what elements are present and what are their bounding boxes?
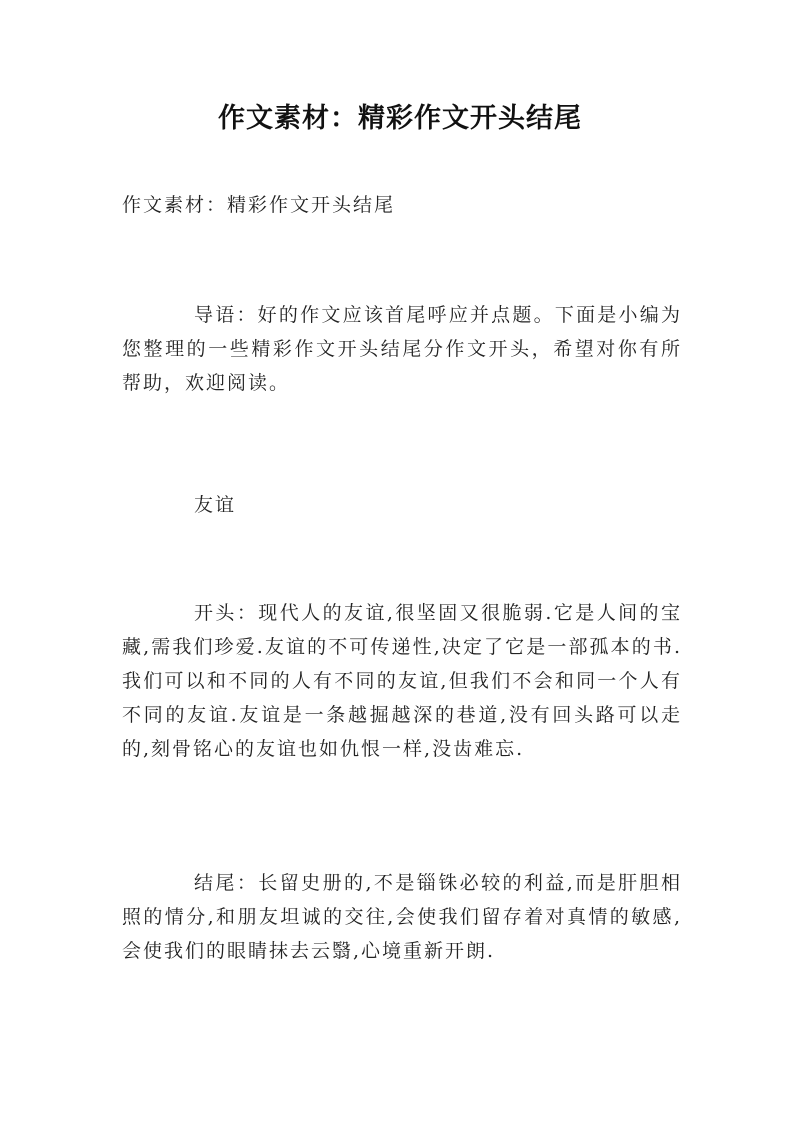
opening-paragraph: 开头：现代人的友谊,很坚固又很脆弱.它是人间的宝藏,需我们珍爱.友谊的不可传递性,决定了它是一部孤本的书.我们可以和不同的人有不同的友谊,但我们不会和同一个人有不同的友谊.友谊是一条越掘越深的巷道,没有回头路可以走的,刻骨铭心的友谊也如仇恨一样,没齿难忘. — [122, 602, 682, 760]
document-subtitle: 作文素材：精彩作文开头结尾 — [122, 194, 396, 216]
document-title: 作文素材：精彩作文开头结尾 — [218, 103, 582, 134]
section-heading: 友谊 — [194, 494, 237, 516]
ending-paragraph: 结尾：长留史册的,不是锱铢必较的利益,而是肝胆相照的情分,和朋友坦诚的交往,会使我们留存着对真情的敏感,会使我们的眼睛抹去云翳,心境重新开朗. — [122, 872, 682, 962]
intro-paragraph: 导语：好的作文应该首尾呼应并点题。下面是小编为您整理的一些精彩作文开头结尾分作文开头，希望对你有所帮助，欢迎阅读。 — [122, 304, 682, 394]
